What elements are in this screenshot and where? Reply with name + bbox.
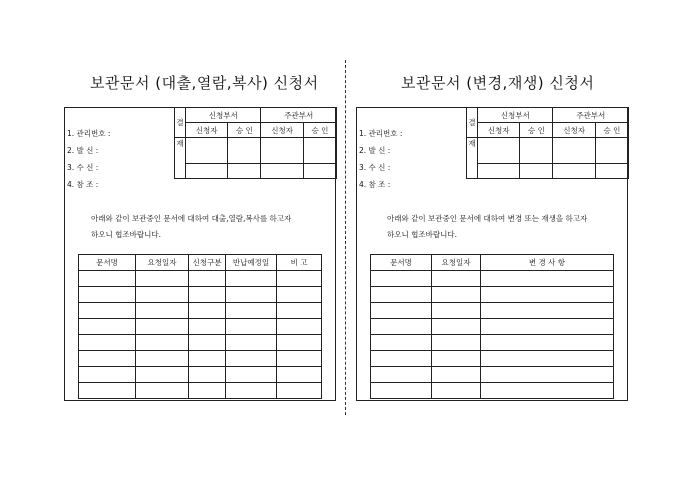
right-col-changes: 변 경 사 항 — [481, 255, 614, 271]
table-row — [79, 287, 322, 303]
table-row — [79, 383, 322, 399]
left-role-approve-1: 승 인 — [228, 123, 261, 138]
right-col-request-date: 요청일자 — [432, 255, 481, 271]
right-info-reference: 4. 참 조 : — [359, 180, 391, 189]
left-body-line-2: 하오니 협조바랍니다. — [91, 230, 161, 239]
right-approval-gyeol: 결 — [467, 108, 478, 138]
table-row — [79, 335, 322, 351]
right-group-managing-dept: 주관부서 — [553, 108, 629, 123]
right-info-receiver: 3. 수 신 : — [359, 163, 391, 172]
right-document-table — [370, 254, 614, 399]
right-group-applicant-dept: 신청부서 — [478, 108, 553, 123]
cut-line-divider — [345, 60, 346, 415]
left-body-line-1: 아래와 같이 보관중인 문서에 대하여 대출,열람,복사를 하고자 — [91, 214, 292, 223]
right-body-text — [387, 211, 587, 243]
left-info-receiver: 3. 수 신 : — [67, 163, 99, 172]
right-form-title: 보관문서 (변경,재생) 신청서 — [401, 74, 595, 92]
table-row — [79, 271, 322, 287]
left-col-return-date: 반납예정일 — [226, 255, 277, 271]
left-role-applicant-2: 신청자 — [261, 123, 303, 138]
right-info-management-no: 1. 관리번호 : — [359, 129, 403, 138]
left-col-remarks: 비 고 — [277, 255, 322, 271]
right-role-approve-1: 승 인 — [520, 123, 553, 138]
table-row — [371, 287, 614, 303]
signature-cell[interactable] — [478, 138, 520, 164]
date-cell[interactable] — [261, 164, 303, 179]
left-body-text — [91, 211, 291, 243]
left-approval-gyeol: 결 — [175, 108, 186, 138]
signature-cell[interactable] — [186, 138, 228, 164]
left-form-panel — [64, 107, 336, 401]
date-cell[interactable] — [553, 164, 595, 179]
right-role-approve-2: 승 인 — [595, 123, 628, 138]
left-role-applicant-1: 신청자 — [186, 123, 228, 138]
table-row — [371, 303, 614, 319]
right-form-panel — [356, 107, 628, 401]
table-row — [371, 335, 614, 351]
table-row — [79, 319, 322, 335]
left-approval-box — [174, 107, 337, 179]
table-row — [371, 271, 614, 287]
left-info-management-no: 1. 관리번호 : — [67, 129, 111, 138]
table-row — [371, 319, 614, 335]
date-cell[interactable] — [228, 164, 261, 179]
left-col-request-type: 신청구분 — [189, 255, 226, 271]
date-cell[interactable] — [520, 164, 553, 179]
left-info-sender: 2. 발 신 : — [67, 146, 99, 155]
left-info-reference: 4. 참 조 : — [67, 180, 99, 189]
right-approval-jae: 재 — [467, 138, 478, 179]
signature-cell[interactable] — [261, 138, 303, 164]
right-info-sender: 2. 발 신 : — [359, 146, 391, 155]
date-cell[interactable] — [186, 164, 228, 179]
left-group-applicant-dept: 신청부서 — [186, 108, 261, 123]
right-body-line-1: 아래와 같이 보관중인 문서에 대하여 변경 또는 재생을 하고자 — [387, 214, 588, 223]
signature-cell[interactable] — [228, 138, 261, 164]
right-col-doc-name: 문서명 — [371, 255, 432, 271]
right-body-line-2: 하오니 협조바랍니다. — [387, 230, 457, 239]
table-row — [371, 383, 614, 399]
signature-cell[interactable] — [520, 138, 553, 164]
date-cell[interactable] — [303, 164, 336, 179]
right-role-applicant-2: 신청자 — [553, 123, 595, 138]
table-row — [79, 367, 322, 383]
table-row — [79, 351, 322, 367]
signature-cell[interactable] — [553, 138, 595, 164]
left-col-request-date: 요청일자 — [136, 255, 189, 271]
date-cell[interactable] — [478, 164, 520, 179]
table-row — [79, 303, 322, 319]
signature-cell[interactable] — [595, 138, 628, 164]
left-col-doc-name: 문서명 — [79, 255, 136, 271]
table-row — [371, 351, 614, 367]
left-role-approve-2: 승 인 — [303, 123, 336, 138]
table-row — [371, 367, 614, 383]
left-approval-jae: 재 — [175, 138, 186, 179]
signature-cell[interactable] — [303, 138, 336, 164]
date-cell[interactable] — [595, 164, 628, 179]
left-document-table — [78, 254, 322, 399]
left-form-title: 보관문서 (대출,열람,복사) 신청서 — [90, 74, 319, 92]
right-role-applicant-1: 신청자 — [478, 123, 520, 138]
left-group-managing-dept: 주관부서 — [261, 108, 337, 123]
right-approval-box — [466, 107, 629, 179]
